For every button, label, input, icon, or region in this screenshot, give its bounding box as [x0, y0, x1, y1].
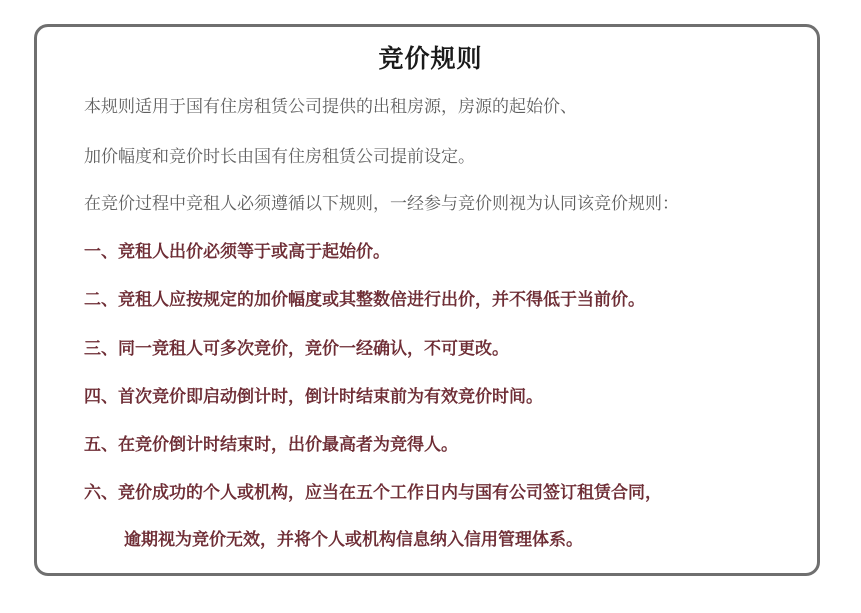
- rule-1: 一、竞租人出价必须等于或高于起始价。: [84, 242, 390, 262]
- intro-line-2: 加价幅度和竞价时长由国有住房租赁公司提前设定。: [84, 147, 475, 167]
- intro-line-3: 在竞价过程中竞租人必须遵循以下规则，一经参与竞价则视为认同该竞价规则：: [84, 194, 679, 214]
- rule-6-continuation: 逾期视为竞价无效，并将个人或机构信息纳入信用管理体系。: [124, 530, 583, 550]
- rule-6: 六、竞价成功的个人或机构，应当在五个工作日内与国有公司签订租赁合同，: [84, 483, 662, 503]
- intro-line-1: 本规则适用于国有住房租赁公司提供的出租房源，房源的起始价、: [84, 97, 577, 117]
- rule-2: 二、竞租人应按规定的加价幅度或其整数倍进行出价，并不得低于当前价。: [84, 290, 645, 310]
- rule-5: 五、在竞价倒计时结束时，出价最高者为竞得人。: [84, 435, 458, 455]
- document-title: 竞价规则: [378, 44, 483, 73]
- rule-4: 四、首次竞价即启动倒计时，倒计时结束前为有效竞价时间。: [84, 387, 543, 407]
- rule-3: 三、同一竞租人可多次竞价，竞价一经确认，不可更改。: [84, 339, 509, 359]
